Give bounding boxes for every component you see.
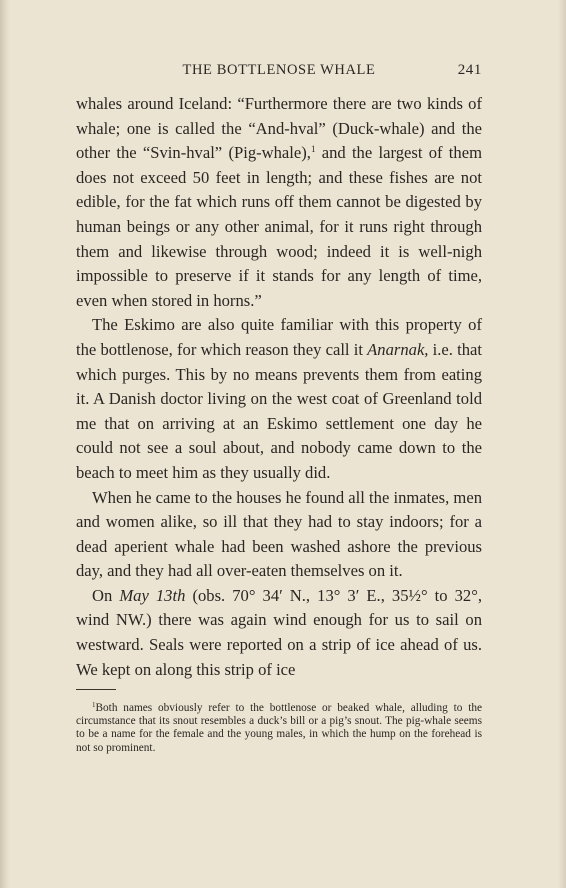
paragraph-2-text-a: The Eskimo are also quite familiar with this property of the bottlenose, for which reason they call it [76, 315, 482, 359]
footnote-reference: 1 [310, 144, 316, 155]
paragraph-2-text-b: i.e. that which purges. This by no means prevents them from eating it. A Danish doctor living on the west coat of Greenland told me that on arriving at an Eskimo settlement one day he could not see a soul about, and nobody came down to the beach to meet him as they usually did. [76, 339, 483, 482]
page-gutter-shadow [0, 0, 10, 888]
footnote-divider [76, 689, 116, 690]
paragraph-1-text-a: whales around Iceland: “Furthermore there are two kinds of whale; one is called the “And-hval” (Duck-whale) and the other the “Svin-hval” (Pig-whale), [76, 94, 482, 163]
book-page [76, 62, 482, 766]
paragraph-2-italic: Anarnak, [367, 339, 429, 359]
paragraph-3-text: When he came to the houses he found all the inmates, men and women alike, so ill that they had to stay indoors; for a dead aperient whale had been washed ashore the previous day, and they had all over-eaten themselves on it. [76, 487, 482, 581]
paragraph-4-text-b: (obs. 70° 34′ N., 13° 3′ E., 35½° to 32°, wind NW.) there was again wind enough for us to sail on westward. Seals were reported on a strip of ice ahead of us. We kept on along this strip of ice [76, 585, 482, 679]
running-head [76, 62, 482, 84]
paragraph-2 [76, 313, 482, 485]
paragraph-1-text-b: and the largest of them does not exceed 50 feet in length; and these fishes are not edible, for the fat which runs off them cannot be digested by human beings or any other animal, for it runs right through them and likewise through wood; indeed it is well-nigh impossible to preserve if it stands for any length of time, even when stored in horns.” [76, 143, 482, 310]
footnote-marker: 1 [92, 700, 96, 709]
paragraph-4 [76, 584, 482, 682]
footnote-text: Both names obviously refer to the bottlenose or beaked whale, alluding to the circumstance that its snout resembles a duck’s bill or a pig’s snout. The pig-whale seems to be a name for the female and the young males, in which the hump on the forehead is not so prominent. [76, 701, 482, 754]
body-text [76, 92, 482, 682]
page-number: 241 [457, 62, 482, 78]
running-title: THE BOTTLENOSE WHALE [182, 62, 376, 78]
paragraph-4-text-a: On [92, 585, 120, 605]
page-edge-shadow [558, 0, 566, 888]
paragraph-3 [76, 486, 482, 584]
paragraph-4-italic: May 13th [119, 585, 186, 605]
footnote [76, 702, 482, 756]
paragraph-1 [76, 92, 482, 313]
